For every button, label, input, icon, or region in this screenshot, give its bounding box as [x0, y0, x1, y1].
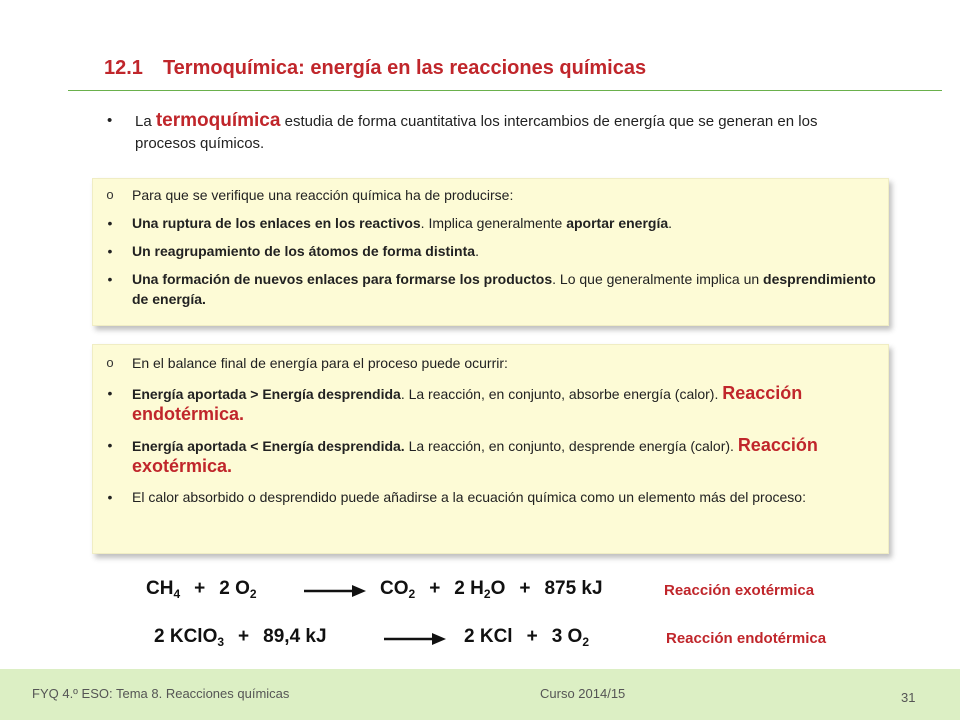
list-item: [93, 185, 888, 205]
list-item-text: .: [668, 215, 673, 231]
plus-sign: +: [519, 578, 531, 599]
list-item-bold: desprendimiento de energía.: [132, 271, 876, 307]
reaction-arrow-icon: [384, 632, 446, 646]
list-item-bold: Energía aportada < Energía desprendida.: [132, 438, 405, 454]
list-item: [93, 435, 888, 477]
formula-o2: 2 O: [219, 578, 250, 599]
bullet-marker: •: [107, 243, 113, 259]
footer-course-topic: FYQ 4.º ESO: Tema 8. Reacciones químicas: [32, 686, 290, 701]
intro-keyword: termoquímica: [155, 110, 281, 131]
equation-endothermic: [154, 626, 327, 649]
plus-sign: +: [194, 578, 206, 599]
formula-ch4: CH: [146, 578, 174, 599]
list-item: [93, 353, 888, 373]
plus-sign: +: [238, 626, 250, 647]
subscript: 2: [582, 635, 589, 649]
formula-kclo3: 2 KClO: [154, 626, 218, 647]
bullet-marker: •: [107, 437, 113, 453]
list-item-text: En el balance final de energía para el proceso puede ocurrir:: [132, 355, 508, 371]
list-item: [93, 383, 888, 425]
intro-text: [135, 110, 877, 155]
list-item-text: . Lo que generalmente implica un: [552, 271, 764, 287]
bullet-marker: •: [107, 215, 113, 231]
subscript: 4: [173, 587, 181, 601]
list-item-text: . Implica generalmente: [420, 215, 567, 231]
list-item-text: . La reacción, en conjunto, absorbe energía (calor).: [400, 386, 723, 402]
subscript: 3: [217, 635, 225, 649]
circle-bullet: o: [106, 187, 114, 202]
intro-prefix: La: [135, 113, 156, 130]
list-item-text: .: [475, 243, 479, 259]
list-item-text: Para que se verifique una reacción química ha de producirse:: [132, 187, 514, 203]
subscript: 2: [483, 587, 491, 601]
page-title: [104, 57, 646, 80]
list-item-bold: Energía aportada > Energía desprendida: [132, 386, 401, 402]
intro-paragraph: [107, 110, 877, 155]
reaction-steps-list: [93, 185, 888, 309]
exothermic-label: Reacción exotérmica: [664, 582, 815, 599]
section-title: Termoquímica: energía en las reacciones químicas: [162, 57, 647, 79]
energy-value: 89,4 kJ: [263, 626, 327, 647]
endothermic-label: Reacción endotérmica: [666, 630, 827, 647]
formula-o2: 3 O: [551, 626, 583, 647]
list-item: [93, 269, 888, 309]
formula-co2: CO: [380, 578, 409, 599]
reaction-steps-box: [92, 178, 889, 326]
exothermic-highlight: Reacción exotérmica.: [132, 435, 818, 476]
list-item: [93, 241, 888, 261]
endothermic-highlight: Reacción endotérmica.: [132, 383, 803, 424]
footer-school-year: Curso 2014/15: [540, 686, 626, 701]
list-item-bold: Un reagrupamiento de los átomos de forma distinta: [132, 243, 476, 259]
footer-bar: [0, 669, 960, 720]
list-item-bold: Una formación de nuevos enlaces para formarse los productos: [132, 271, 553, 287]
list-item: [93, 213, 888, 233]
equation-endothermic-products: [464, 626, 589, 649]
bullet-marker: •: [107, 489, 113, 505]
energy-balance-box: [92, 344, 889, 554]
section-number: 12.1: [104, 57, 143, 79]
formula-h2o: 2 H: [454, 578, 484, 599]
plus-sign: +: [429, 578, 441, 599]
bullet-marker: •: [107, 112, 113, 129]
title-divider: [68, 90, 942, 91]
list-item-text: El calor absorbido o desprendido puede añadirse a la ecuación química como un elemento más del proceso:: [132, 489, 806, 505]
list-item-bold: aportar energía: [566, 215, 669, 231]
formula-h2o-o: O: [490, 578, 506, 599]
list-item: [93, 487, 888, 507]
list-item-text: La reacción, en conjunto, desprende energía (calor).: [404, 438, 738, 454]
subscript: 2: [249, 587, 257, 601]
subscript: 2: [408, 587, 416, 601]
page-number: 31: [901, 690, 916, 705]
equation-exothermic-products: [380, 578, 603, 601]
reaction-arrow-icon: [304, 584, 366, 598]
list-item-bold: Una ruptura de los enlaces en los reactivos: [132, 215, 421, 231]
circle-bullet: o: [106, 355, 114, 370]
energy-value: 875 kJ: [544, 578, 603, 599]
bullet-marker: •: [107, 271, 113, 287]
equation-exothermic: [146, 578, 257, 601]
intro-rest: estudia de forma cuantitativa los intercambios de energía que se generan en los procesos químicos.: [135, 113, 818, 152]
plus-sign: +: [526, 626, 538, 647]
bullet-marker: •: [107, 385, 113, 401]
formula-kcl: 2 KCl: [464, 626, 513, 647]
energy-balance-list: [93, 353, 888, 507]
